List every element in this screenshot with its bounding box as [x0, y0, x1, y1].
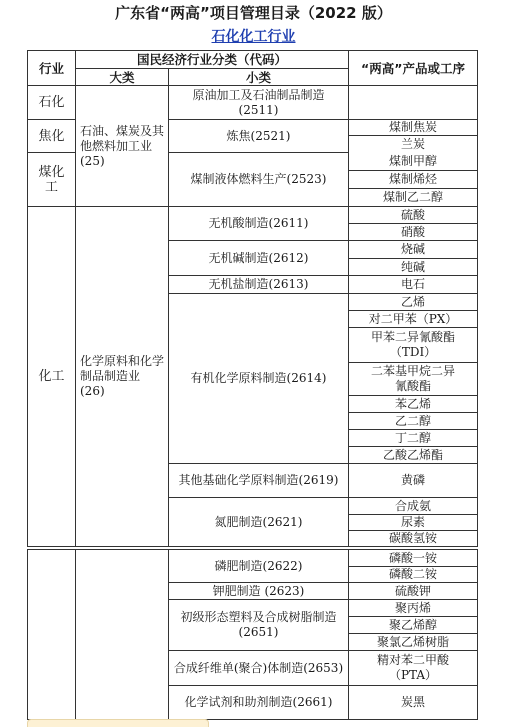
document-title: 广东省“两高”项目管理目录（2022 版） [115, 4, 392, 22]
header-minor: 小类 [245, 69, 271, 85]
product-coke: 煤制焦炭 [388, 120, 437, 134]
minor-2651: 初级形态塑料及合成树脂制造(2651) [180, 610, 337, 639]
minor-2511: 原油加工及石油制品制造(2511) [192, 87, 325, 117]
industry-petrochem: 石化 [38, 95, 65, 110]
product-potassium-sulfate: 硫酸钾 [394, 583, 431, 598]
minor-2653: 合成纤维单(聚合)体制造(2653) [173, 660, 344, 675]
header-industry: 行业 [38, 60, 64, 76]
product-calcium-carbide: 电石 [400, 277, 425, 291]
industry-coal-chem: 煤化工 [38, 164, 65, 195]
product-pta [349, 651, 477, 685]
major-category-25: 石油、煤炭及其他燃料加工业(25) [80, 123, 165, 168]
header-major: 大类 [109, 69, 135, 85]
header-classification: 国民经济行业分类（代码） [136, 52, 287, 67]
product-tdi [349, 328, 477, 362]
product-caustic-soda: 烧碱 [400, 242, 425, 256]
minor-2619: 其他基础化学原料制造(2619) [178, 473, 339, 487]
minor-2623: 钾肥制造 (2623) [212, 583, 305, 598]
product-pvc: 聚氯乙烯树脂 [376, 634, 449, 649]
product-tdi-line2: （TDI） [389, 345, 437, 359]
product-polypropylene: 聚丙烯 [394, 600, 431, 615]
product-px: 对二甲苯（PX） [368, 311, 458, 326]
product-carbon-black: 炭黑 [400, 695, 425, 709]
product-pta-line2: （PTA） [388, 668, 438, 682]
product-sulfuric-acid: 硫酸 [400, 207, 425, 222]
product-nitric-acid: 硝酸 [400, 224, 425, 239]
minor-2523: 煤制液体燃料生产(2523) [190, 172, 327, 186]
minor-2622: 磷肥制造(2622) [214, 558, 303, 573]
product-pva: 聚乙烯醇 [388, 617, 437, 632]
product-lanthan: 兰炭 [400, 136, 425, 151]
minor-2661: 化学试剂和助剂制造(2661) [184, 695, 333, 709]
product-olefin: 煤制烯烃 [388, 172, 437, 186]
product-mdi-line1: 二苯基甲烷二异 [370, 364, 455, 378]
industry-chemical: 化工 [38, 369, 65, 384]
minor-2621: 氮肥制造(2621) [214, 514, 303, 529]
product-ethylene-glycol: 乙二醇 [394, 413, 431, 428]
product-dap: 磷酸二铵 [388, 567, 437, 581]
product-map: 磷酸一铵 [388, 550, 437, 565]
product-tdi-line1: 甲苯二异氰酸酯 [370, 330, 455, 344]
product-yellow-phosphorus: 黄磷 [400, 473, 425, 487]
product-mdi [349, 363, 477, 395]
minor-2611: 无机酸制造(2611) [208, 216, 309, 230]
minor-2614: 有机化学原料制造(2614) [190, 371, 327, 385]
product-mdi-line2: 氰酸酯 [394, 379, 431, 393]
product-methanol: 煤制甲醇 [388, 154, 437, 168]
section-title-text: 石化化工行业 [211, 29, 296, 45]
major-category-26: 化学原料和化学制品制造业(26) [80, 354, 165, 398]
product-ethylene: 乙烯 [400, 294, 425, 309]
industry-coking: 焦化 [38, 128, 65, 144]
header-products: “两高”产品或工序 [361, 60, 465, 76]
minor-2521: 炼焦(2521) [226, 128, 291, 143]
product-ammonium-bicarbonate: 碳酸氢铵 [388, 531, 437, 545]
product-vinyl-acetate: 乙酸乙烯酯 [382, 447, 443, 462]
product-butanediol: 丁二醇 [394, 430, 431, 445]
product-urea: 尿素 [400, 515, 425, 529]
product-glycol: 煤制乙二醇 [382, 190, 443, 204]
product-pta-line1: 精对苯二甲酸 [376, 653, 449, 667]
product-ammonia: 合成氨 [394, 498, 431, 513]
product-styrene: 苯乙烯 [394, 396, 431, 411]
product-soda-ash: 纯碱 [400, 259, 425, 274]
minor-2612: 无机碱制造(2612) [208, 250, 309, 265]
minor-2613: 无机盐制造(2613) [208, 277, 309, 291]
